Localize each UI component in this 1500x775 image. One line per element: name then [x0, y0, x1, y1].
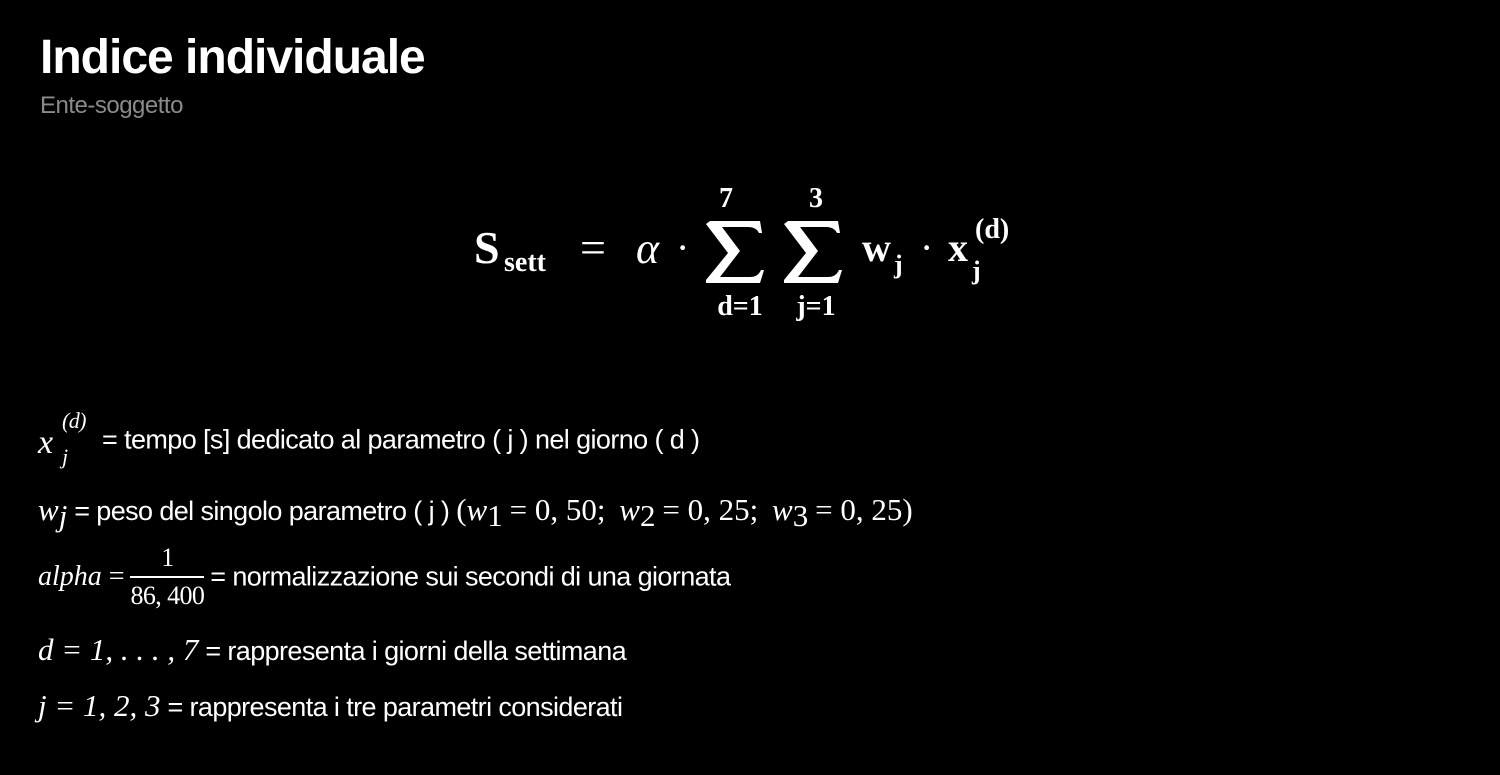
w-close-paren: )	[902, 492, 913, 527]
formula-w-sub: j	[894, 250, 903, 279]
w-sep-1: ;	[596, 492, 606, 527]
w2-value: = 0, 25	[662, 492, 750, 527]
sum1-sigma	[706, 221, 764, 283]
alpha-equals: =	[108, 561, 125, 592]
w3-sub: 3	[792, 498, 809, 533]
sum2-upper: 3	[809, 183, 823, 214]
w-symbol-sub: j	[58, 498, 68, 533]
alpha-denominator: 86, 400	[130, 581, 205, 610]
alpha-definition: = normalizzazione sui secondi di una giornata	[210, 561, 731, 592]
w-definition: = peso del singolo parametro ( j )	[74, 496, 450, 526]
alpha-symbol: alpha	[38, 561, 102, 592]
formula-w: w	[862, 225, 891, 270]
formula-alpha: α	[636, 224, 660, 273]
d-definition: = rappresenta i giorni della settimana	[205, 636, 627, 666]
formula-dot-2: ·	[920, 225, 934, 270]
w3-symbol: w	[772, 492, 793, 527]
w1-sub: 1	[487, 498, 503, 533]
page-title: Indice individuale	[40, 31, 425, 84]
alpha-numerator: 1	[130, 544, 204, 578]
w3-value: = 0, 25	[815, 492, 903, 527]
w-open-paren: (	[456, 492, 467, 527]
main-formula	[470, 175, 1040, 335]
w-symbol: w	[38, 492, 59, 527]
w1-value: = 0, 50	[509, 492, 597, 527]
sum2-sigma	[784, 221, 842, 283]
x-definition: = tempo [s] dedicato al parametro ( j ) nel giorno ( d )	[102, 424, 700, 455]
formula-x-sub: j	[972, 256, 981, 285]
legend-row-alpha	[38, 544, 730, 610]
page-subtitle: Ente-soggetto	[40, 92, 183, 119]
formula-x-sup: (d)	[975, 214, 1010, 245]
j-definition: = rappresenta i tre parametri considerati	[167, 692, 623, 722]
w2-symbol: w	[619, 492, 640, 527]
legend-row-x	[38, 410, 699, 470]
x-symbol: x (d) j	[38, 408, 86, 469]
formula-dot-1: ·	[676, 225, 690, 270]
w2-sub: 2	[639, 498, 656, 533]
legend-row-w	[38, 492, 913, 534]
alpha-fraction	[130, 544, 204, 610]
formula-lhs-sub: sett	[504, 247, 546, 278]
w1-symbol: w	[466, 492, 488, 527]
sum1-upper: 7	[719, 183, 733, 214]
legend-row-j	[38, 688, 622, 724]
sum2-lower: j=1	[796, 291, 836, 322]
formula-equals: =	[580, 222, 606, 273]
formula-lhs: S	[474, 222, 500, 273]
d-range: d = 1, . . . , 7	[38, 632, 199, 667]
sum1-lower: d=1	[717, 291, 763, 322]
legend-row-d	[38, 632, 626, 668]
formula-x: x	[948, 225, 968, 270]
w-sep-2: ;	[749, 492, 759, 527]
formula-svg	[470, 175, 1040, 335]
j-range: j = 1, 2, 3	[38, 688, 161, 723]
